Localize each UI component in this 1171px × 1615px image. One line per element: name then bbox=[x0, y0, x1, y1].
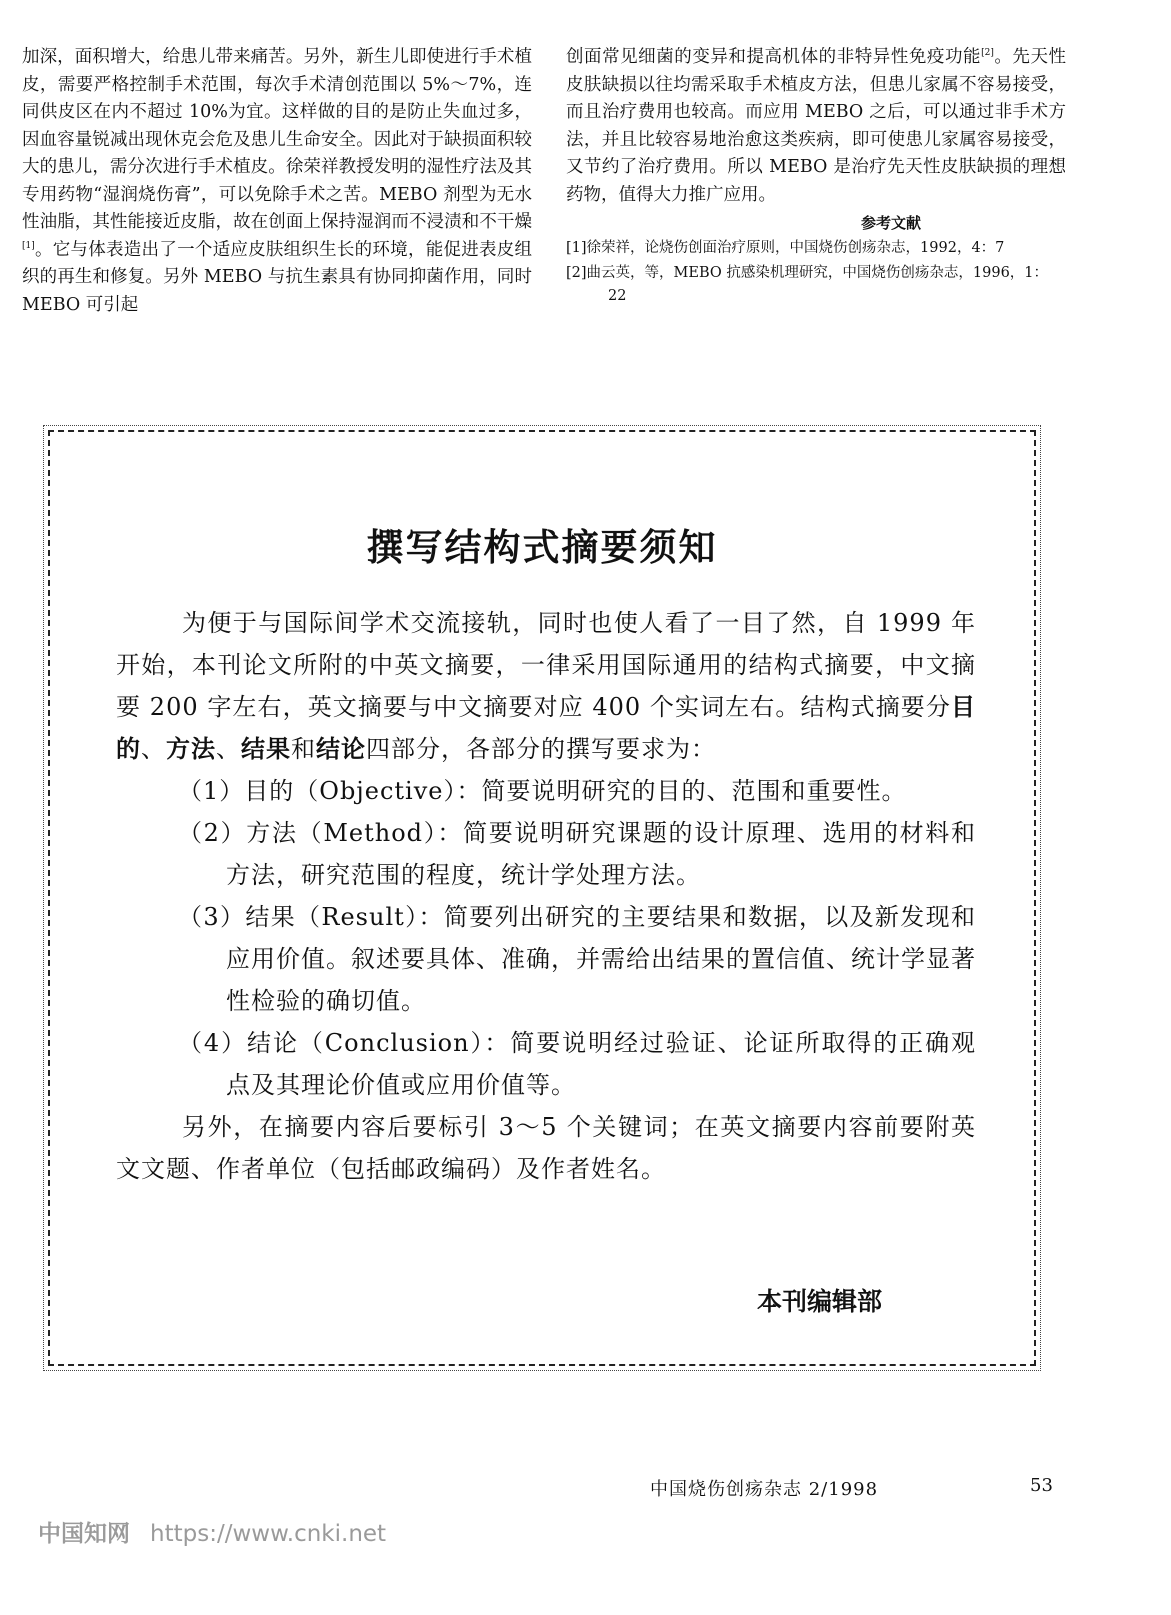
watermark-name: 中国知网 bbox=[38, 1521, 130, 1547]
intro-text-2: 四部分，各部分的撰写要求为： bbox=[366, 735, 716, 763]
left-column-paragraph bbox=[22, 44, 532, 319]
requirement-item: （4）结论（Conclusion）：简要说明经过验证、论证所取得的正确观点及其理论价值或应用价值等。 bbox=[178, 1029, 976, 1099]
intro-text: 为便于与国际间学术交流接轨，同时也使人看了一目了然，自 1999 年开始，本刊论文所附的中英文摘要，一律采用国际通用的结构式摘要，中文摘要 200 字左右，英文摘要与中文摘要对应 400 个实词左右。结构式摘要分 bbox=[116, 609, 976, 721]
notice-title: 撰写结构式摘要须知 bbox=[366, 526, 718, 569]
notice-closing: 另外，在摘要内容后要标引 3～5 个关键词；在英文摘要内容前要附英文文题、作者单位（包括邮政编码）及作者姓名。 bbox=[116, 1113, 976, 1183]
right-column bbox=[566, 44, 1066, 310]
notice-box bbox=[48, 430, 1036, 1366]
reference-item: [2]曲云英，等，MEBO 抗感染机理研究，中国烧伤创疡杂志，1996，1：22 bbox=[566, 265, 1049, 304]
citation-2: [2] bbox=[981, 48, 994, 59]
right-text-2: 。先天性皮肤缺损以往均需采取手术植皮方法，但患儿家属不容易接受，而且治疗费用也较高。而应用 MEBO 之后，可以通过非手术方法，并且比较容易地治愈这类疾病，即可使患儿家属容易接受，又节约了治疗费用。所以 MEBO 是治疗先天性皮肤缺损的理想药物，值得大力推广应用。 bbox=[566, 47, 1067, 205]
left-text: 加深，面积增大，给患儿带来痛苦。另外，新生儿即使进行手术植皮，需要严格控制手术范围，每次手术清创范围以 5%～7%，连同供皮区在内不超过 10%为宜。这样做的目的是防止失血过多，因血容量锐减出现休克会危及患儿生命安全。因此对于缺损面积较大的患儿，需分次进行手术植皮。徐荣祥教授发明的湿性疗法及其专用药物“湿润烧伤膏”，可以免除手术之苦。MEBO 剂型为无水性油脂，其性能接近皮脂，故在创面上保持湿润而不浸渍和不干燥 bbox=[22, 47, 532, 232]
separator: 和 bbox=[291, 735, 316, 763]
editorial-signature: 本刊编辑部 bbox=[756, 1287, 882, 1316]
right-column-paragraph bbox=[566, 44, 1066, 209]
notice-body bbox=[116, 602, 976, 1190]
references-title: 参考文献 bbox=[860, 214, 921, 232]
keyword-result: 结果 bbox=[241, 735, 291, 763]
keyword-objective: 目的 bbox=[116, 693, 976, 763]
notice-intro bbox=[116, 602, 976, 770]
journal-footer: 中国烧伤创疡杂志 2/1998 bbox=[650, 1479, 879, 1500]
left-text-2: 。它与体表造出了一个适应皮肤组织生长的环境，能促进表皮组织的再生和修复。另外 MEBO 与抗生素具有协同抑菌作用，同时 MEBO 可引起 bbox=[22, 239, 532, 315]
watermark-url: https://www.cnki.net bbox=[150, 1521, 387, 1547]
requirement-item: （1）目的（Objective）：简要说明研究的目的、范围和重要性。 bbox=[178, 777, 907, 805]
requirement-item: （3）结果（Result）：简要列出研究的主要结果和数据，以及新发现和应用价值。叙述要具体、准确，并需给出结果的置信值、统计学显著性检验的确切值。 bbox=[178, 903, 976, 1015]
right-text: 创面常见细菌的变异和提高机体的非特异性免疫功能 bbox=[566, 47, 982, 67]
cnki-watermark bbox=[38, 1515, 386, 1548]
keyword-method: 方法 bbox=[166, 735, 216, 763]
separator: 、 bbox=[216, 735, 241, 763]
page-number: 53 bbox=[1030, 1475, 1053, 1496]
separator: 、 bbox=[141, 735, 166, 763]
requirement-item: （2）方法（Method）：简要说明研究课题的设计原理、选用的材料和方法，研究范围的程度，统计学处理方法。 bbox=[178, 819, 976, 889]
left-column bbox=[22, 44, 532, 319]
keyword-conclusion: 结论 bbox=[316, 735, 366, 763]
reference-item: [1]徐荣祥，论烧伤创面治疗原则，中国烧伤创疡杂志，1992，4：7 bbox=[566, 240, 1005, 256]
citation-1: [1] bbox=[22, 240, 35, 251]
